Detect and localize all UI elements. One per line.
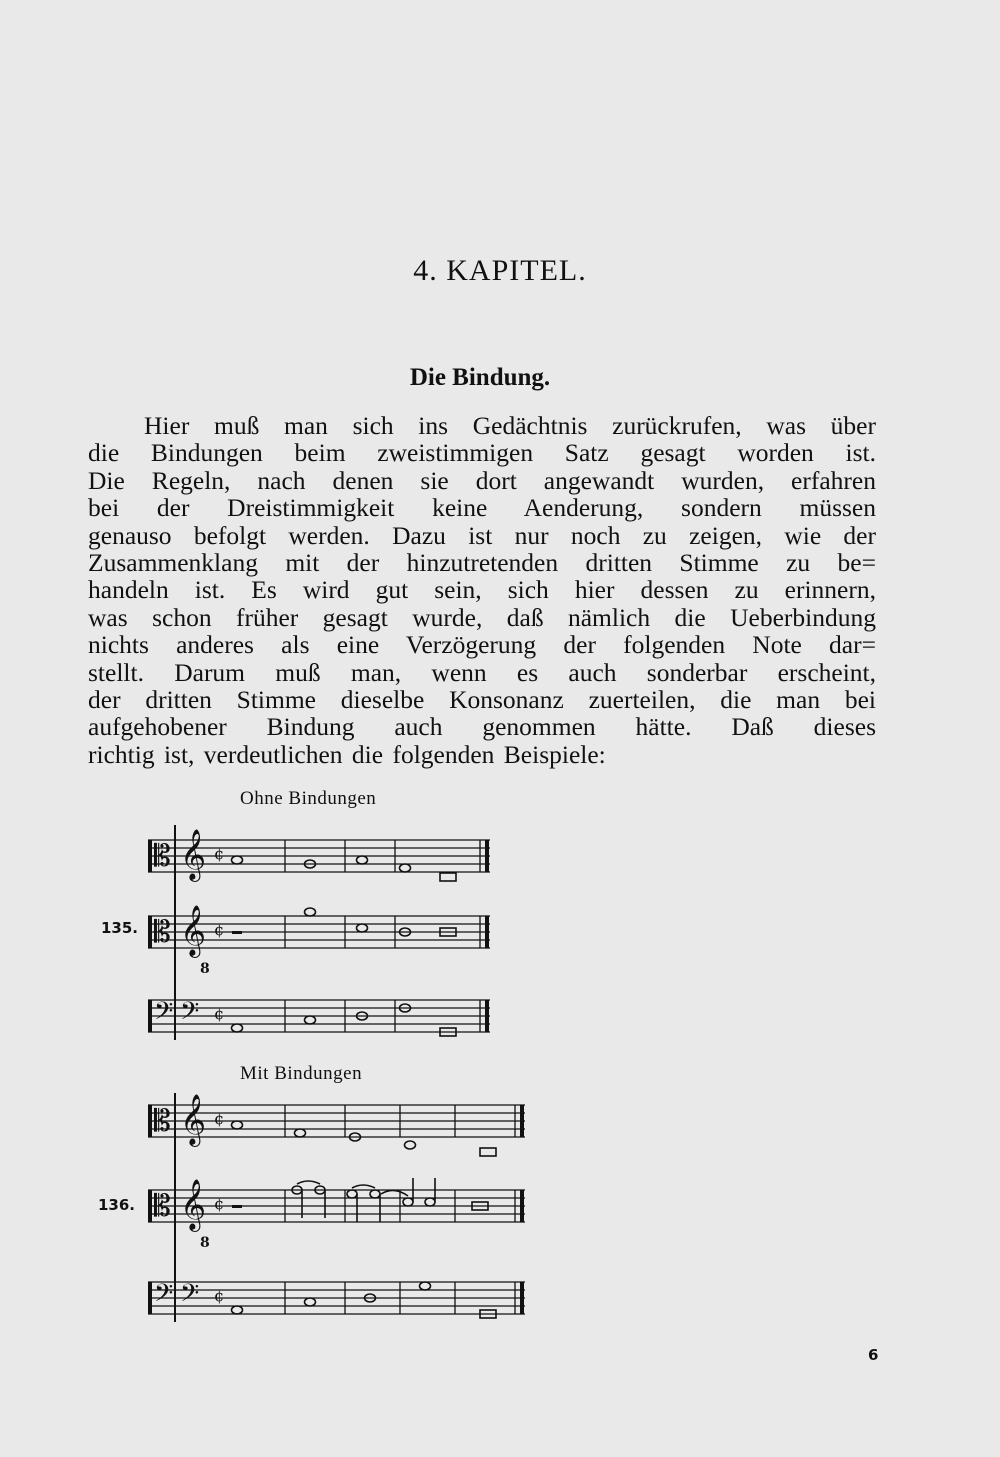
paragraph-line: Hier muß man sich ins Gedächtnis zurückrufen, was über xyxy=(144,411,876,440)
svg-text:𝄢: 𝄢 xyxy=(180,997,200,1032)
octave-mark: 8 xyxy=(200,961,210,977)
example-number: 135. xyxy=(101,919,139,937)
paragraph-line: genauso befolgt werden. Dazu ist nur noch zu zeigen, wie der xyxy=(88,520,876,550)
section-title: Die Bindung. xyxy=(409,364,551,391)
music-example-136 xyxy=(140,1090,540,1325)
paragraph-line: handeln ist. Es wird gut sein, sich hier dessen zu erinnern, xyxy=(88,575,876,605)
octave-mark: 8 xyxy=(200,1235,210,1251)
paragraph-line: der dritten Stimme dieselbe Konsonanz zuerteilen, die man bei xyxy=(88,685,876,715)
svg-text:𝄞: 𝄞 xyxy=(180,829,207,880)
paragraph-line: bei der Dreistimmigkeit keine Aenderung, sondern müssen xyxy=(88,493,876,523)
svg-text:𝄞: 𝄞 xyxy=(180,1179,207,1230)
svg-text:¢: ¢ xyxy=(214,1109,225,1128)
svg-text:¢: ¢ xyxy=(214,1286,225,1305)
svg-text:𝄞: 𝄞 xyxy=(180,905,207,956)
music-example-135 xyxy=(140,815,520,1050)
paragraph-line: die Bindungen beim zweistimmigen Satz gesagt worden ist. xyxy=(88,438,876,468)
svg-text:𝄞: 𝄞 xyxy=(180,1094,207,1145)
svg-text:¢: ¢ xyxy=(214,1194,225,1213)
svg-text:¢: ¢ xyxy=(214,844,225,863)
example-number: 136. xyxy=(98,1196,136,1214)
svg-text:¢: ¢ xyxy=(214,1004,225,1023)
svg-text:𝄢: 𝄢 xyxy=(154,1279,174,1314)
svg-text:𝄢: 𝄢 xyxy=(180,1279,200,1314)
paragraph-line: aufgehobener Bindung auch genommen hätte. Daß dieses xyxy=(88,712,876,742)
svg-text:𝄡: 𝄡 xyxy=(154,1104,171,1139)
svg-text:𝄡: 𝄡 xyxy=(154,839,171,874)
paragraph-line: Zusammenklang mit der hinzutretenden dritten Stimme zu be= xyxy=(88,548,876,578)
body-paragraph xyxy=(88,412,876,768)
paragraph-line: stellt. Darum muß man, wenn es auch sonderbar erscheint, xyxy=(88,657,876,687)
example-caption: Mit Bindungen xyxy=(240,1063,363,1084)
paragraph-line: nichts anderes als eine Verzögerung der folgenden Note dar= xyxy=(88,630,876,660)
paragraph-line: was schon früher gesagt wurde, daß nämlich die Ueberbindung xyxy=(88,602,876,632)
paragraph-line: Die Regeln, nach denen sie dort angewandt wurden, erfahren xyxy=(88,465,876,495)
svg-text:𝄢: 𝄢 xyxy=(154,997,174,1032)
example-caption: Ohne Bindungen xyxy=(240,788,377,809)
svg-text:¢: ¢ xyxy=(214,920,225,939)
chapter-title: 4. KAPITEL. xyxy=(413,254,587,287)
svg-text:𝄡: 𝄡 xyxy=(154,1189,171,1224)
paragraph-line: richtig ist, verdeutlichen die folgenden Beispiele: xyxy=(88,739,606,769)
svg-text:𝄡: 𝄡 xyxy=(154,915,171,950)
page-number: 6 xyxy=(868,1346,879,1364)
